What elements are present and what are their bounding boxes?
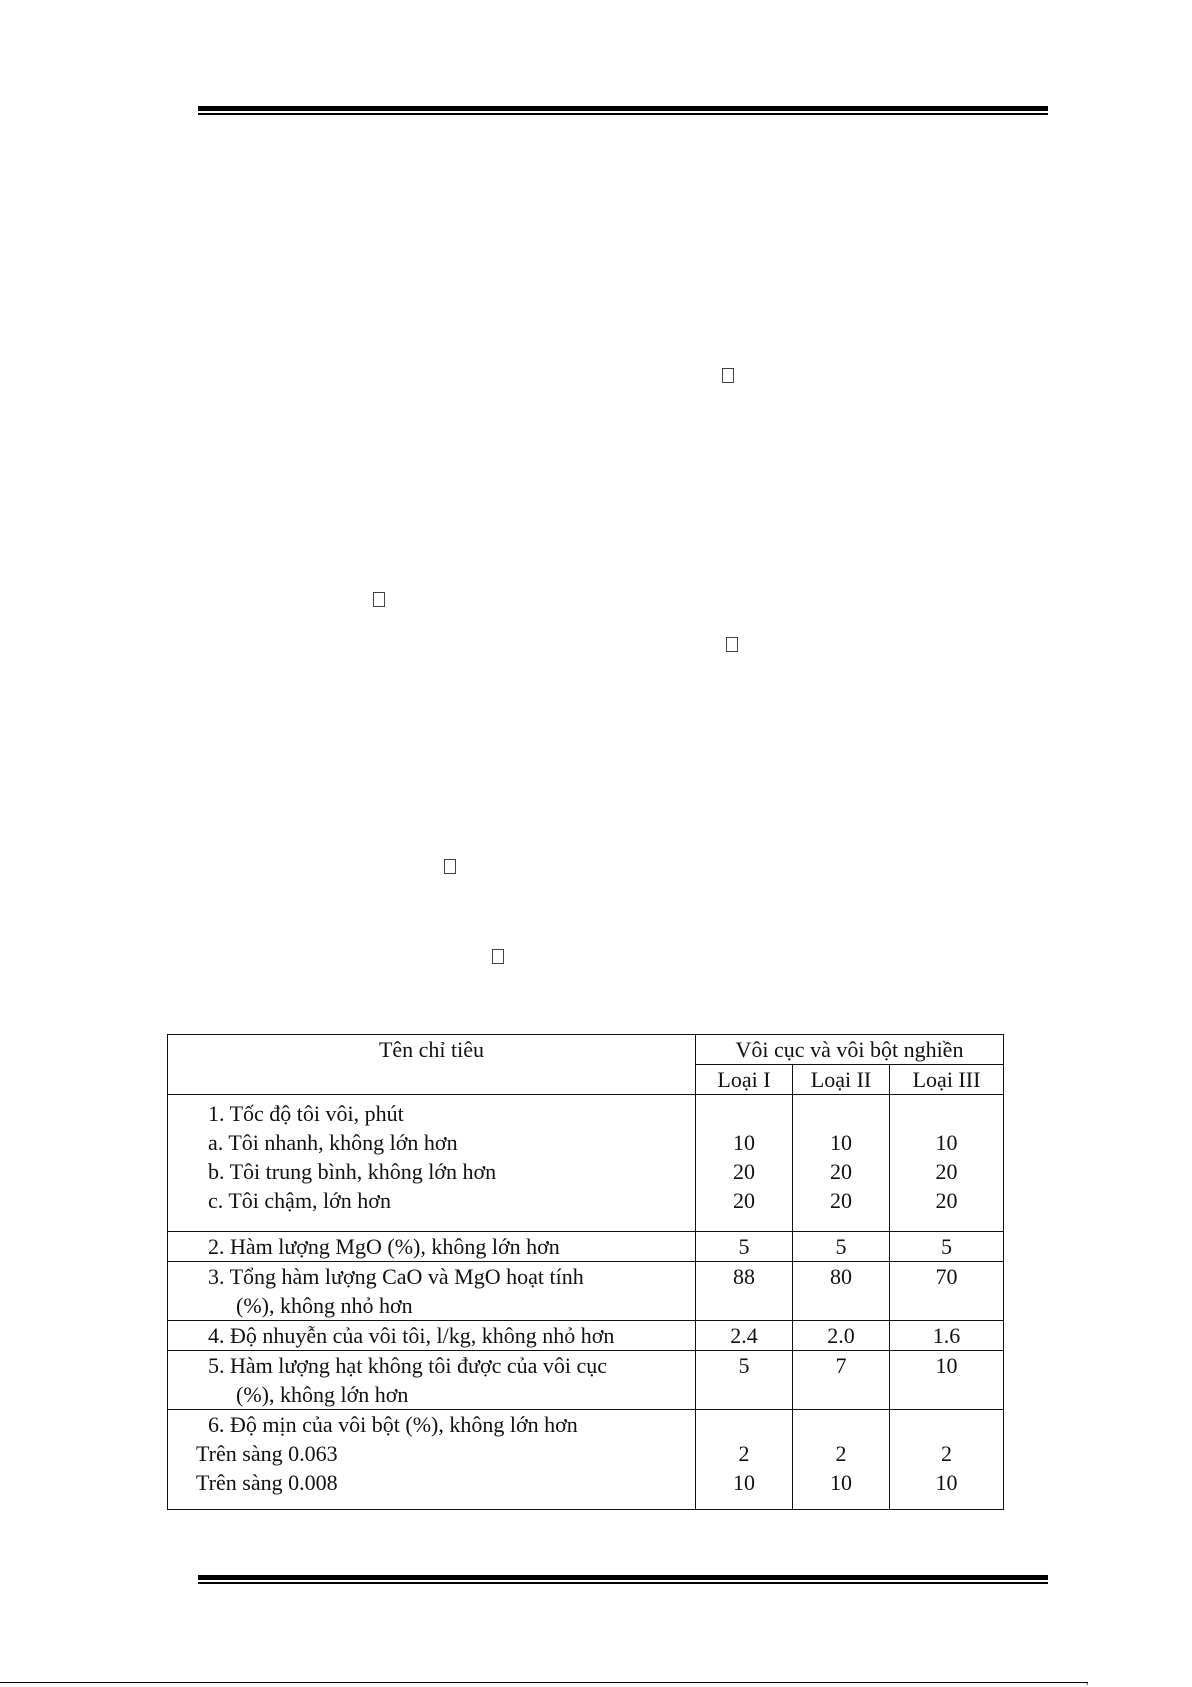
criteria-line: (%), không lớn hơn <box>236 1382 409 1407</box>
table-row <box>168 1232 1004 1262</box>
value-line: 2 <box>738 1441 750 1466</box>
criteria-line: 1. Tốc độ tôi vôi, phút <box>208 1101 404 1126</box>
value-cell <box>890 1410 1004 1510</box>
header-criteria-name: Tên chỉ tiêu <box>168 1035 696 1095</box>
table-row <box>168 1410 1004 1510</box>
value-line: 10 <box>733 1470 755 1495</box>
value-line: 2 <box>941 1441 952 1466</box>
value-line: 20 <box>935 1159 958 1184</box>
value-cell: 2.0 <box>793 1321 890 1351</box>
value-cell <box>696 1410 793 1510</box>
table-row <box>168 1095 1004 1232</box>
value-cell: 88 <box>696 1262 793 1321</box>
value-line <box>696 1099 792 1128</box>
criteria-cell <box>168 1095 696 1232</box>
value-line: 2 <box>835 1441 847 1466</box>
table-row <box>168 1321 1004 1351</box>
value-cell: 1.6 <box>890 1321 1004 1351</box>
header-group: Vôi cục và vôi bột nghiền <box>696 1035 1004 1065</box>
footer-rule-thin <box>198 1582 1048 1584</box>
criteria-line: 5. Hàm lượng hạt không tôi được của vôi cục <box>208 1353 608 1378</box>
value-line: 10 <box>830 1470 852 1495</box>
value-line: 20 <box>830 1188 852 1213</box>
missing-glyph-icon <box>373 592 385 607</box>
header-rule-thick <box>198 106 1048 111</box>
value-line: 10 <box>935 1470 958 1495</box>
missing-glyph-icon <box>722 368 734 383</box>
value-cell: 7 <box>793 1351 890 1410</box>
value-cell: 10 <box>890 1351 1004 1410</box>
value-line: 10 <box>733 1130 755 1155</box>
criteria-line: Trên sàng 0.008 <box>196 1470 338 1495</box>
criteria-line: b. Tôi trung bình, không lớn hơn <box>208 1159 497 1184</box>
criteria-cell <box>168 1262 696 1321</box>
header-rule-thin <box>198 113 1048 115</box>
value-cell: 2.4 <box>696 1321 793 1351</box>
criteria-line: c. Tôi chậm, lớn hơn <box>208 1188 391 1213</box>
value-line: 20 <box>935 1188 958 1213</box>
header-type-2: Loại II <box>793 1065 890 1095</box>
value-cell: 80 <box>793 1262 890 1321</box>
value-cell <box>793 1410 890 1510</box>
footer-rule-thick <box>198 1575 1048 1580</box>
value-line: 10 <box>935 1130 958 1155</box>
criteria-line: a. Tôi nhanh, không lớn hơn <box>208 1130 458 1155</box>
table-row <box>168 1262 1004 1321</box>
criteria-cell <box>168 1232 696 1262</box>
criteria-line: 2. Hàm lượng MgO (%), không lớn hơn <box>208 1234 560 1259</box>
value-cell <box>793 1095 890 1232</box>
missing-glyph-icon <box>444 859 456 874</box>
value-line <box>890 1099 1003 1128</box>
value-line <box>793 1099 889 1128</box>
criteria-line: (%), không nhỏ hơn <box>236 1293 413 1318</box>
value-cell: 5 <box>696 1351 793 1410</box>
value-line <box>890 1410 1003 1439</box>
value-line: 20 <box>830 1159 852 1184</box>
criteria-line: 3. Tổng hàm lượng CaO và MgO hoạt tính <box>208 1264 584 1289</box>
missing-glyph-icon <box>492 949 504 964</box>
header-type-3: Loại III <box>890 1065 1004 1095</box>
value-cell <box>696 1095 793 1232</box>
header-type-1: Loại I <box>696 1065 793 1095</box>
value-line: 20 <box>733 1159 755 1184</box>
value-line: 10 <box>830 1130 852 1155</box>
missing-glyph-icon <box>726 637 738 652</box>
value-cell: 5 <box>793 1232 890 1262</box>
value-cell <box>890 1095 1004 1232</box>
value-cell: 5 <box>696 1232 793 1262</box>
page-bottom-line <box>0 1682 1088 1683</box>
value-line: 20 <box>733 1188 755 1213</box>
criteria-line: 4. Độ nhuyễn của vôi tôi, l/kg, không nhỏ hơn <box>208 1323 615 1348</box>
value-line <box>793 1410 889 1439</box>
value-cell: 5 <box>890 1232 1004 1262</box>
value-cell: 70 <box>890 1262 1004 1321</box>
criteria-cell <box>168 1410 696 1510</box>
criteria-cell <box>168 1351 696 1410</box>
table-row <box>168 1351 1004 1410</box>
criteria-line: 6. Độ mịn của vôi bột (%), không lớn hơn <box>208 1412 578 1437</box>
lime-spec-table <box>167 1034 1004 1510</box>
criteria-cell <box>168 1321 696 1351</box>
value-line <box>696 1410 792 1439</box>
criteria-line: Trên sàng 0.063 <box>196 1441 338 1466</box>
corner-mark: , <box>1086 1676 1089 1687</box>
